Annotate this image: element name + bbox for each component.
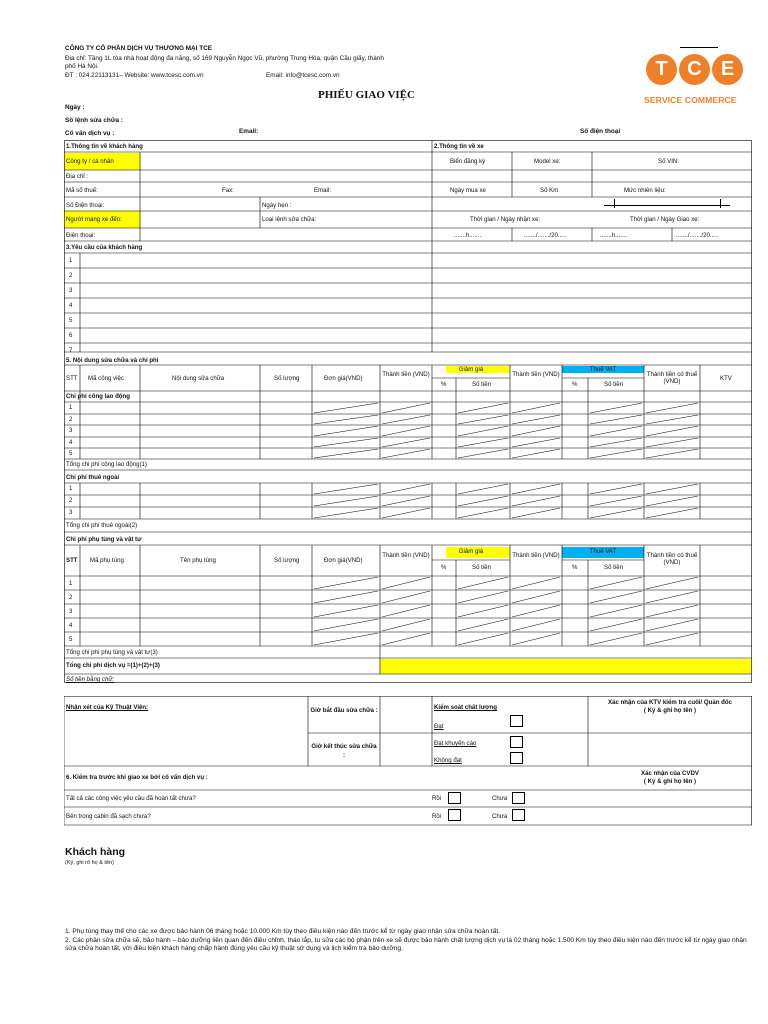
in-words: Số tiền bằng chữ: (66, 676, 114, 683)
q2-no-label: Chưa (492, 813, 508, 820)
logo-letter-c: C (679, 54, 710, 85)
col-vat-value: Số tiền (604, 381, 623, 388)
col-unit-price: Đơn giá(VND) (324, 375, 363, 382)
request-row-number: 4 (69, 302, 73, 309)
driver-label: Người mang xe đến: (66, 216, 122, 223)
form-grid (64, 140, 752, 683)
request-row-number: 3 (69, 287, 73, 294)
parts-row-number: 3 (69, 608, 73, 615)
col-stt: STT (66, 375, 78, 382)
parts-col-vat-pct: % (572, 564, 578, 571)
col-discount-pct: % (441, 381, 447, 388)
vin-label: Số VIN: (658, 158, 679, 165)
grand-total: Tổng chi phí dịch vụ =(1)+(2)+(3) (66, 662, 160, 669)
company-name: CÔNG TY CỔ PHẦN DỊCH VỤ THƯƠNG MẠI TCE (65, 45, 212, 52)
footnote-1: 1. Phụ tùng thay thế cho các xe được bảo hành 06 tháng hoặc 10.000 Km tùy theo điều kiện nào đến trước kể từ ngày giao nhận sửa chữa hoàn tất. (65, 928, 501, 935)
q1-no-checkbox[interactable] (512, 792, 525, 804)
col-job-code: Mã công việc (88, 375, 124, 382)
request-row-number: 2 (69, 272, 73, 279)
logo-letter-t: T (646, 54, 677, 85)
parts-col-discount-value: Số tiền (472, 564, 491, 571)
labor-row-number: 3 (69, 427, 73, 434)
delivery-date: ......./......./20..... (676, 232, 719, 239)
logo-subtitle: SERVICE COMMERCE (644, 95, 737, 105)
receive-time-label: Thời gian / Ngày nhận xe: (470, 216, 541, 223)
pre-check-label: 6. Kiểm tra trước khi giao xe bởi cố vấn dịch vụ : (66, 774, 208, 781)
footnote-2: 2. Các phần sửa chữa sẽ, bảo hành – bảo dưỡng liên quan đến điều chỉnh, tháo lắp, tu sửa các bộ phận trên xe sẽ được bảo hành chất lượng dịch vụ là 02 tháng hoặc 1.500 Km tùy theo điều kiện nào đến trước kể từ ngày giao nhận sửa chữa hoàn tất, với điều kiện khách hàng chấp hành đúng yêu cầu kỹ thuật sử dụng và lịch kiểm tra bảo dưỡng. (65, 937, 747, 952)
parts-col-qty: Số lượng (274, 557, 300, 564)
customer-signature-title: Khách hàng (65, 846, 126, 858)
parts-row-number: 5 (69, 636, 73, 643)
labor-row-number: 4 (69, 439, 73, 446)
purchase-date-label: Ngày mua xe (450, 187, 486, 194)
labor-row-number: 5 (69, 450, 73, 457)
delivery-time-label: Thời gian / Ngày Giao xe: (630, 216, 700, 223)
col-ktv: KTV (720, 375, 732, 382)
vehicle-section-title: 2.Thông tin về xe (434, 143, 484, 150)
customer-email-label: Email: (314, 187, 331, 194)
receive-hour: .......h....... (454, 232, 482, 239)
parts-row-number: 4 (69, 622, 73, 629)
outsource-row-number: 1 (69, 485, 73, 492)
parts-col-unit-price: Đơn giá(VND) (324, 557, 363, 564)
parts-row-number: 2 (69, 594, 73, 601)
q2-no-checkbox[interactable] (512, 809, 525, 821)
costs-section-title: 5. Nội dung sửa chữa và chi phí (66, 357, 159, 364)
delivery-hour: .......h....... (600, 232, 628, 239)
parts-col-discount: Giảm giá (458, 548, 484, 555)
q2-yes-label: Rồi (432, 813, 442, 820)
col-vat: Thuế VAT (589, 366, 617, 373)
parts-col-amount: Thành tiền (VND) (382, 552, 430, 559)
col-part-name: Tên phụ tùng (180, 557, 216, 564)
customer-section-title: 1.Thông tin về khách hàng (66, 143, 143, 150)
labor-total: Tổng chi phí công lao động(1) (66, 461, 147, 468)
fuel-gauge (604, 199, 730, 208)
plate-label: Biển đăng ký (450, 158, 486, 165)
parts-col-amount2: Thành tiền (VND) (512, 552, 560, 559)
end-time-label: Giờ kết thúc sửa chữa : (311, 743, 377, 759)
qc-pass-checkbox[interactable] (510, 715, 523, 727)
company-phone: ĐT : 024.22113131– Website: www.tcesc.com.vn (65, 72, 204, 79)
col-amount: Thành tiền (VND) (382, 371, 430, 378)
tax-label: Mã số thuế: (66, 187, 98, 194)
address-label: Địa chỉ : (66, 173, 89, 180)
parts-col-vat: Thuế VAT (589, 548, 617, 555)
parts-total: Tổng chi phí phụ tùng và vật tư(3) (66, 649, 158, 656)
inspection-section (64, 696, 752, 826)
customer-phone-label: Số Điện thoại: (66, 202, 105, 209)
qc-advise-label: Đạt khuyến cáo (434, 740, 477, 747)
advisor-label: Cố vấn dịch vụ : (65, 130, 115, 137)
qc-fail-checkbox[interactable] (510, 752, 523, 764)
tech-comment-label: Nhận xét của Kỹ Thuật Viên: (66, 704, 149, 711)
parts-row-number: 1 (69, 580, 73, 587)
col-amount2: Thành tiền (VND) (512, 371, 560, 378)
start-time-label: Giờ bắt đầu sửa chữa : (310, 707, 378, 714)
qc-label: Kiểm soát chất lượng (434, 704, 497, 711)
q1-yes-label: Rồi (432, 795, 442, 802)
parts-col-discount-pct: % (441, 564, 447, 571)
labor-title: Chi phí công lao động (66, 393, 130, 400)
q1-no-label: Chưa (492, 795, 508, 802)
form-title: PHIẾU GIAO VIỆC (318, 89, 415, 101)
model-label: Model xe: (534, 158, 561, 165)
request-row-number: 7 (69, 347, 73, 354)
company-label: Công ty / cá nhân (66, 158, 114, 165)
appointment-label: Ngày hẹn : (262, 202, 292, 209)
labor-row-number: 1 (69, 404, 73, 411)
requests-section-title: 3.Yêu cầu của khách hàng (66, 244, 143, 251)
col-qty: Số lượng (274, 375, 300, 382)
fuel-label: Mức nhiên liệu: (624, 187, 666, 194)
col-discount-value: Số tiền (472, 381, 491, 388)
q2-yes-checkbox[interactable] (448, 809, 461, 821)
order-type-label: Loại lệnh sửa chữa: (262, 216, 317, 223)
outsource-title: Chi phí thuê ngoài (66, 474, 120, 481)
tce-logo (644, 54, 744, 110)
phone2-label: Điện thoại: (66, 232, 96, 239)
parts-title: Chi phí phụ tùng và vật tư (66, 536, 142, 543)
customer-signature-note: (Ký, ghi rõ họ & tên) (65, 860, 114, 866)
q2-label: Bên trong cabin đã sạch chưa? (66, 813, 151, 820)
labor-row-number: 2 (69, 416, 73, 423)
cvdv-confirm-note: ( Ký & ghi họ tên ) (643, 778, 697, 785)
q1-label: Tất cả các công việc yêu cầu đã hoàn tất chưa? (66, 795, 196, 802)
outsource-total: Tổng chi phí thuê ngoài(2) (66, 522, 138, 529)
advisor-phone-label: Số điện thoại (580, 128, 621, 135)
request-row-number: 1 (69, 257, 73, 264)
outsource-row-number: 2 (69, 497, 73, 504)
qc-fail-label: Không đạt (434, 757, 462, 764)
col-content: Nội dung sửa chữa (172, 375, 225, 382)
parts-col-total-vat: Thành tiền có thuế (VND) (646, 552, 698, 566)
qc-pass-label: Đạt (434, 723, 444, 730)
parts-col-vat-value: Số tiền (604, 564, 623, 571)
request-row-number: 5 (69, 317, 73, 324)
fax-label: Fax: (222, 187, 234, 194)
col-part-code: Mã phụ tùng (90, 557, 124, 564)
outsource-row-number: 3 (69, 509, 73, 516)
company-email: Email: info@tcesc.com.vn (266, 72, 340, 79)
date-label: Ngày : (65, 104, 85, 111)
company-address-2: phố Hà Nội. (65, 63, 99, 70)
company-address: Địa chỉ: Tầng 1L tòa nhà hoạt động đa năng, số 169 Nguyễn Ngọc Vũ, phường Trung Hòa, quận Cầu giấy, thành (65, 55, 384, 62)
request-row-number: 6 (69, 332, 73, 339)
km-label: Số Km (540, 187, 559, 194)
col-discount: Giảm giá (458, 366, 484, 373)
col-vat-pct: % (572, 381, 578, 388)
inspection-lines (64, 696, 752, 826)
receive-date: ......./......./20..... (524, 232, 567, 239)
advisor-email-label: Email: (239, 128, 259, 135)
col-total-vat: Thành tiền có thuế (VND) (646, 371, 698, 385)
final-confirm-note: ( Ký & ghi họ tên ) (643, 707, 697, 714)
logo-letter-e: E (712, 54, 743, 85)
cvdv-confirm-label: Xác nhận của CVDV (641, 770, 699, 777)
repair-order-label: Số lệnh sửa chữa : (65, 117, 123, 124)
qc-advise-checkbox[interactable] (510, 736, 523, 748)
final-confirm-label: Xác nhận của KTV kiểm tra cuối/ Quản đốc (608, 699, 732, 706)
logo-line (680, 47, 718, 48)
q1-yes-checkbox[interactable] (448, 792, 461, 804)
parts-col-stt: STT (66, 557, 78, 564)
